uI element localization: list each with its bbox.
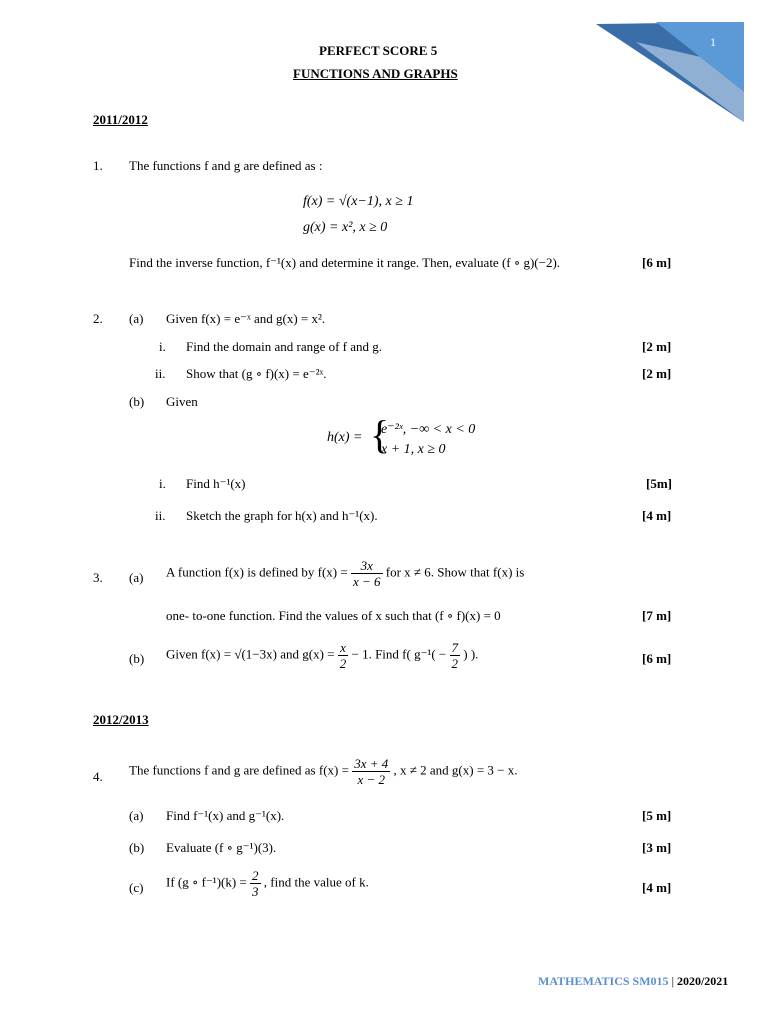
section-heading-2012: 2012/2013: [93, 712, 149, 727]
q4c-fraction: [250, 868, 261, 899]
q2aii-marks: [2 m]: [642, 366, 672, 381]
q4c-post: , find the value of k.: [263, 874, 369, 890]
q3b-frac2-den: 2: [451, 656, 458, 671]
page-number: 1: [710, 35, 716, 49]
q1-eq-f: f(x) = √(x−1), x ≥ 1: [303, 194, 414, 209]
q2b-brace: {: [370, 412, 390, 457]
q2bii-marks: [4 m]: [642, 508, 672, 523]
q2b-case1: e⁻²ˣ, −∞ < x < 0: [381, 422, 476, 437]
q4b-label: (b): [129, 840, 145, 855]
q3b-frac2-num: 7: [451, 640, 458, 655]
page-footer: [538, 974, 728, 989]
q3a-pre: A function f(x) is defined by f(x) =: [166, 564, 348, 580]
section-heading-2011: 2011/2012: [93, 112, 148, 127]
q2bi-text: Find h⁻¹(x): [186, 476, 246, 491]
q2ai-text: Find the domain and range of f and g.: [186, 339, 383, 354]
title-line2: FUNCTIONS AND GRAPHS: [293, 66, 458, 81]
q3b-fraction2: [450, 640, 461, 671]
q1-task: Find the inverse function, f⁻¹(x) and determine it range. Then, evaluate (f ∘ g)(−2).: [129, 255, 561, 270]
q2b-h-lhs: h(x) =: [327, 430, 363, 445]
q3b-frac-num: x: [338, 640, 349, 656]
q2bi-marks: [5m]: [646, 476, 672, 491]
q3b-marks: [6 m]: [642, 651, 672, 666]
q4c-frac-num: 2: [252, 868, 259, 883]
q4c-line: [166, 868, 369, 899]
q4-frac-den: x − 2: [357, 772, 385, 787]
q2aii-label: ii.: [155, 366, 166, 381]
q4c-pre: If (g ∘ f⁻¹)(k) =: [166, 874, 247, 890]
q3b-line: [166, 640, 478, 671]
q4b-text: Evaluate (f ∘ g⁻¹)(3).: [166, 840, 277, 855]
q4-intro-pre: The functions f and g are defined as f(x) =: [129, 762, 349, 778]
q2b-label: (b): [129, 394, 145, 409]
footer-subject: MATHEMATICS SM015: [538, 974, 669, 988]
q3b-pre: Given f(x) = √(1−3x) and g(x) =: [166, 646, 335, 662]
q3b-fraction: [338, 640, 349, 671]
q4-fraction: [352, 756, 390, 787]
q3a-post: for x ≠ 6. Show that f(x) is: [385, 564, 525, 580]
q1-marks: [6 m]: [642, 255, 672, 270]
q3b-post: ) ).: [463, 646, 479, 662]
q1-intro: The functions f and g are defined as :: [129, 158, 323, 173]
q3b-label: (b): [129, 651, 145, 666]
q2bii-label: ii.: [155, 508, 166, 523]
q4-number: 4.: [93, 769, 103, 784]
q2bi-label: i.: [159, 476, 166, 491]
q3a-frac-num: 3x: [351, 558, 383, 574]
q4c-marks: [4 m]: [642, 880, 672, 895]
q3a-marks: [7 m]: [642, 608, 672, 623]
q3a-line2: one- to-one function. Find the values of x such that (f ∘ f)(x) = 0: [166, 608, 501, 623]
q4c-label: (c): [129, 880, 144, 895]
q3a-line1: [166, 558, 524, 589]
q2b-case2: x + 1, x ≥ 0: [381, 442, 446, 457]
q3a-frac-den: x − 6: [352, 574, 381, 589]
q2bii-text: Sketch the graph for h(x) and h⁻¹(x).: [186, 508, 378, 523]
q3a-label: (a): [129, 570, 144, 585]
q3a-fraction: [351, 558, 383, 589]
q2-number: 2.: [93, 311, 103, 326]
q2a-text: Given f(x) = e⁻ˣ and g(x) = x².: [166, 311, 326, 326]
q3-number: 3.: [93, 570, 103, 585]
q4a-label: (a): [129, 808, 144, 823]
q2ai-label: i.: [159, 339, 166, 354]
title-line1: PERFECT SCORE 5: [319, 43, 438, 58]
q2aii-text: Show that (g ∘ f)(x) = e⁻²ˣ.: [186, 366, 327, 381]
q4b-marks: [3 m]: [642, 840, 672, 855]
footer-separator: |: [671, 974, 674, 988]
q4a-text: Find f⁻¹(x) and g⁻¹(x).: [166, 808, 285, 823]
q4-intro-post: , x ≠ 2 and g(x) = 3 − x.: [393, 762, 518, 778]
q2a-label: (a): [129, 311, 144, 326]
footer-year: 2020/2021: [676, 974, 729, 988]
q4c-frac-den: 3: [252, 884, 259, 899]
q2ai-marks: [2 m]: [642, 339, 672, 354]
q3b-frac-den: 2: [339, 656, 347, 671]
q4a-marks: [5 m]: [642, 808, 672, 823]
q1-eq-g: g(x) = x², x ≥ 0: [303, 220, 388, 235]
corner-decoration: [596, 22, 744, 122]
q4-intro: [129, 756, 517, 787]
q2b-text: Given: [166, 394, 198, 409]
q3b-mid: − 1. Find f( g⁻¹( −: [351, 646, 447, 662]
q1-number: 1.: [93, 158, 103, 173]
q4-frac-num: 3x + 4: [354, 756, 389, 771]
